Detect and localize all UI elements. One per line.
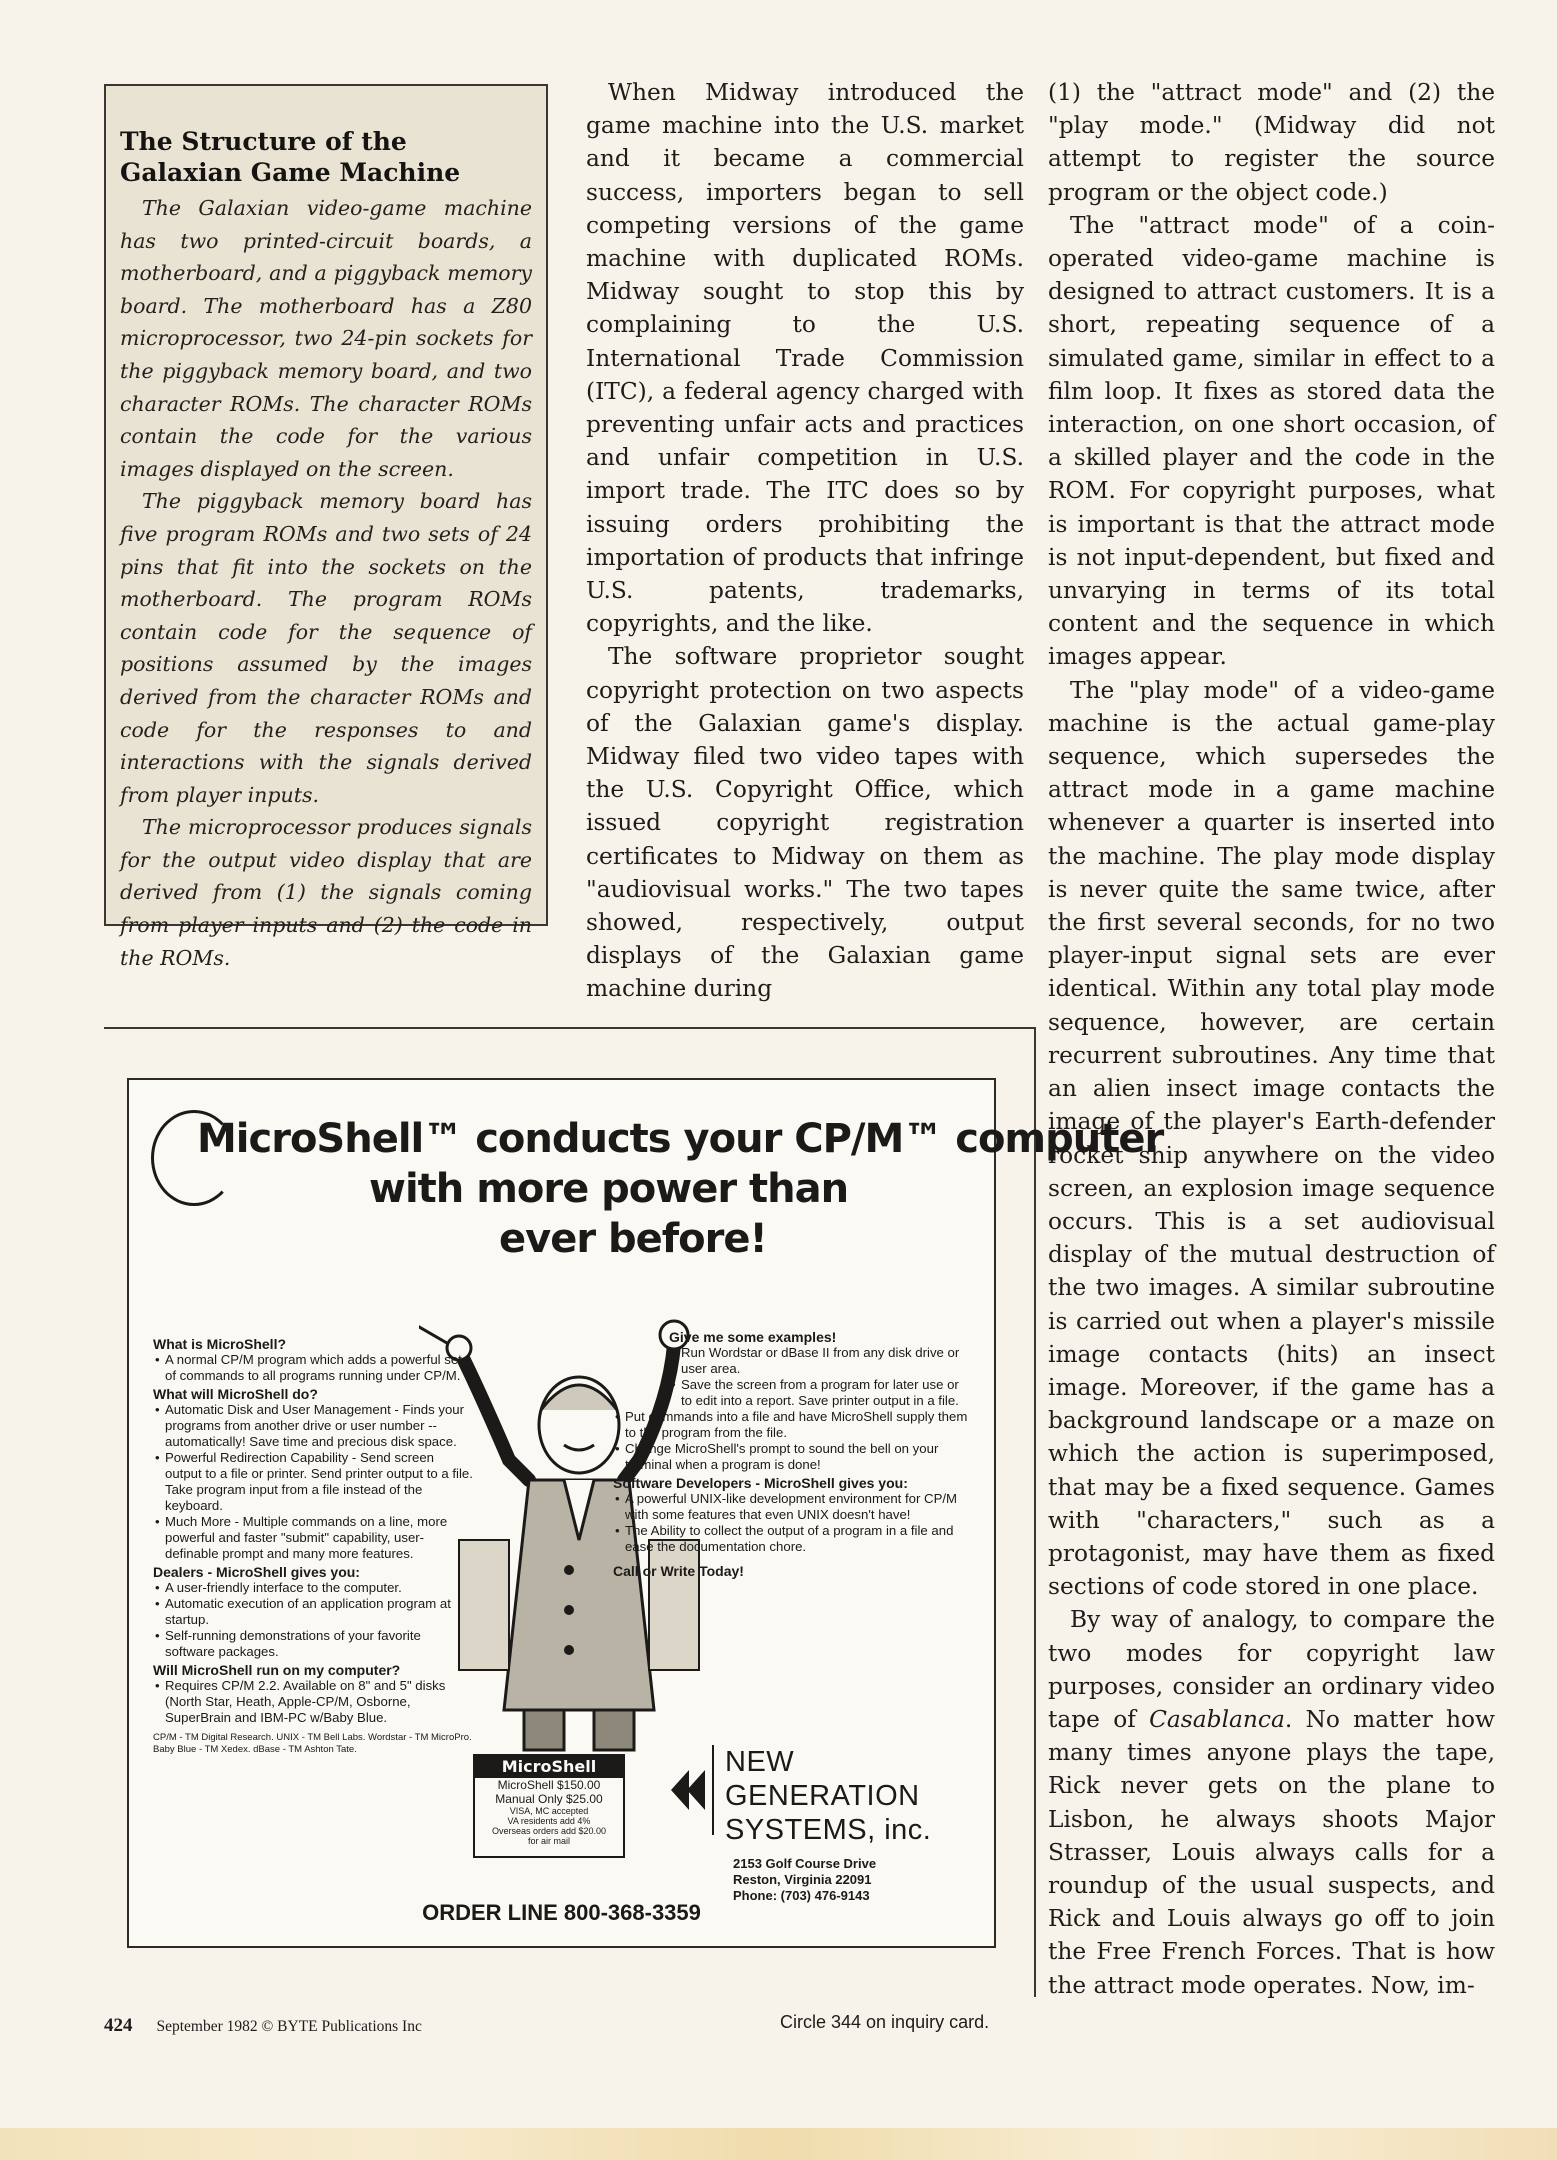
vertical-rule [1034, 1027, 1036, 1997]
ad-bullet: • Automatic execution of an application program at startup. [153, 1596, 473, 1628]
ad-bullet: • Save the screen from a program for later use or to edit into a report. Save printer output in a file. [669, 1377, 969, 1409]
article-column-middle [586, 76, 1024, 1006]
ad-headline-line-3: ever before! [499, 1216, 767, 1262]
ad-bullet: • Run Wordstar or dBase II from any disk drive or user area. [669, 1345, 969, 1377]
sidebar-paragraph-2: The piggyback memory board has five program ROMs and two sets of 24 pins that fit into the sockets on the motherboard. The program ROMs contain code for the sequence of positions assumed by the images derived from the character ROMs and code for the responses to and interactions with the signals derived from player inputs. [120, 489, 532, 807]
film-title: Casablanca [1149, 1705, 1285, 1733]
company-name-line: NEW [725, 1746, 795, 1778]
article-column-right [1048, 76, 1495, 2002]
ad-subheading: Will MicroShell run on my computer? [153, 1662, 401, 1678]
ad-subheading: Software Developers - MicroShell gives you: [613, 1475, 908, 1491]
price-note: Overseas orders add $20.00 [491, 1826, 607, 1836]
leg-icon [524, 1710, 564, 1750]
ad-headline-line-2: with more power than [369, 1166, 849, 1212]
ad-headline-line-1: MicroShell™ conducts your CP/M™ computer [197, 1116, 1164, 1162]
ad-bullet: • Put commands into a file and have MicroShell supply them to the program from the file. [613, 1409, 969, 1441]
order-line: ORDER LINE 800-368-3359 [422, 1900, 701, 1925]
phone-line: Phone: (703) 476-9143 [733, 1888, 870, 1903]
company-address [733, 1856, 876, 1904]
price-note: VISA, MC accepted [509, 1806, 589, 1816]
sidebar-title-line-2: Galaxian Game Machine [120, 158, 461, 187]
ad-bullet: • Self-running demonstrations of your favorite software packages. [153, 1628, 473, 1660]
address-line: Reston, Virginia 22091 [733, 1872, 872, 1887]
ad-bullet: • A normal CP/M program which adds a powerful set of commands to all programs running under CP/M. [153, 1352, 473, 1384]
article-paragraph: The "play mode" of a video-game machine is the actual game-play sequence, which supersedes the attract mode in a game machine whenever a quarter is inserted into the machine. The play mode display is never quite the same twice, after the first several seconds, for no two player-input signal sets are ever identical. Within any total play mode sequence, however, are certain recurrent subroutines. Any time that an alien insect image contacts the image of the player's Earth-defender rocket ship anywhere on the video screen, an explosion image sequence occurs. This is a set audiovisual display of the mutual destruction of the two images. A similar subroutine is carried out when a player's missile image contacts (hits) an insect image. Moreover, if the game has a background landscape or a maze on which the action is superimposed, that may be a fixed sequence. Games with "characters," such as a protagonist, may have them as fixed sections of code stored in one place. [1048, 676, 1495, 1601]
ad-bullet: • The Ability to collect the output of a program in a file and ease the documentation chore. [613, 1523, 969, 1555]
price-box-title: MicroShell [475, 1756, 623, 1778]
button-icon [564, 1565, 574, 1575]
ad-subheading: What will MicroShell do? [153, 1386, 318, 1402]
sidebar-title [120, 126, 532, 188]
company-logo [669, 1745, 969, 1845]
article-paragraph: The software proprietor sought copyright protection on two aspects of the Galaxian game's display. Midway filed two video tapes with the U.S. Copyright Office, which issued copyright registration certificates to Midway on them as "audiovisual works." The two tapes showed, respectively, output displays of the Galaxian game machine during [586, 643, 1024, 1003]
sidebar-paragraph-1: The Galaxian video-game machine has two printed-circuit boards, a motherboard, and a piggyback memory board. The motherboard has a Z80 microprocessor, two 24-pin sockets for the piggyback memory board, and two character ROMs. The character ROMs contain the code for the various images displayed on the screen. [120, 196, 532, 481]
page-number: 424 [104, 2015, 133, 2036]
button-icon [564, 1645, 574, 1655]
price-line: Manual Only $25.00 [495, 1792, 603, 1806]
ad-bullet: • A powerful UNIX-like development environment for CP/M with some features that even UNIX doesn't have! [613, 1491, 969, 1523]
company-logo-icon [669, 1745, 719, 1835]
ad-bullet: • Change MicroShell's prompt to sound the bell on your terminal when a program is done! [613, 1441, 969, 1473]
price-note: for air mail [527, 1836, 570, 1846]
ad-subheading: Give me some examples! [669, 1329, 837, 1345]
ad-right-column [613, 1327, 969, 1579]
ad-subheading: Call or Write Today! [613, 1563, 744, 1579]
ad-bullet: • Automatic Disk and User Management - Finds your programs from another drive or user number -- automatically! Save time and precious disk space. [153, 1402, 473, 1450]
company-name-line: GENERATION [725, 1780, 920, 1812]
ad-bullet: • Requires CP/M 2.2. Available on 8" and 5" disks (North Star, Heath, Apple-CP/M, Osborne, SuperBrain and IBM-PC w/Baby Blue. [153, 1678, 473, 1726]
sidebar-box [104, 84, 548, 970]
scan-edge-strip [0, 2128, 1557, 2160]
paragraph-text: By way of analogy, to compare the two modes for copyright law purposes, consider an ordinary video tape of [1048, 1606, 1495, 1733]
page-footer [104, 2015, 422, 2037]
microshell-advertisement [127, 1078, 1164, 1948]
article-paragraph: When Midway introduced the game machine into the U.S. market and it became a commercial success, importers began to sell competing versions of the game machine with duplicated ROMs. Midway sought to stop this by complaining to the U.S. International Trade Commission (ITC), a federal agency charged with preventing unfair acts and practices and unfair competition in U.S. import trade. The ITC does so by issuing orders prohibiting the importation of products that infringe U.S. patents, trademarks, copyrights, and the like. [586, 79, 1024, 638]
company-name [725, 1745, 931, 1847]
address-line: 2153 Golf Course Drive [733, 1856, 877, 1871]
article-paragraph [1048, 1603, 1495, 2001]
sidebar-paragraph-3: The microprocessor produces signals for the output video display that are derived from (1) the signals coming from player inputs and (2) the code in the ROMs. [120, 815, 532, 970]
sidebar-title-line-1: The Structure of the [120, 127, 407, 156]
inquiry-card-note: Circle 344 on inquiry card. [780, 2012, 990, 2032]
button-icon [564, 1605, 574, 1615]
ad-bullet: • Powerful Redirection Capability - Send screen output to a file or printer. Send printer output to a file. Take program input from a file instead of the keyboard. [153, 1450, 473, 1514]
company-name-line: SYSTEMS, inc. [725, 1814, 932, 1846]
price-note: VA residents add 4% [507, 1816, 591, 1826]
ad-left-column [153, 1334, 473, 1756]
paragraph-text: . No matter how many times anyone plays the tape, Rick never gets on the plane to Lisbon, he always shoots Major Strasser, Louis always calls for a roundup of the usual suspects, and Rick and Louis always go off to join the Free French Forces. That is how the attract mode operates. Now, im- [1048, 1705, 1495, 1999]
publication-credit: September 1982 © BYTE Publications Inc [156, 2018, 422, 2035]
ad-bullet: • Much More - Multiple commands on a line, more powerful and faster "submit" capability, user-definable prompt and many more features. [153, 1514, 473, 1562]
price-line: MicroShell $150.00 [497, 1778, 601, 1792]
leg-icon [594, 1710, 634, 1750]
ad-bullet: • A user-friendly interface to the computer. [153, 1580, 473, 1596]
article-paragraph: The "attract mode" of a coin-operated video-game machine is designed to attract customers. It is a short, repeating sequence of a simulated game, similar in effect to a film loop. It fixes as stored data the interaction, on one short occasion, of a skilled player and the code in the ROM. For copyright purposes, what is important is that the attract mode is not input-dependent, but fixed and unvarying in terms of its total content and the sequence in which images appear. [1048, 211, 1495, 671]
article-paragraph: (1) the "attract mode" and (2) the "play mode." (Midway did not attempt to register the source program or the object code.) [1048, 79, 1495, 206]
trademark-notice: CP/M - TM Digital Research. UNIX - TM Bell Labs. Wordstar - TM MicroPro. Baby Blue - TM Xedex. dBase - TM Ashton Tate. [153, 1732, 472, 1755]
horizontal-rule [104, 1027, 1034, 1029]
ad-subheading: Dealers - MicroShell gives you: [153, 1564, 360, 1580]
price-box [473, 1754, 625, 1858]
ad-subheading: What is MicroShell? [153, 1336, 287, 1352]
